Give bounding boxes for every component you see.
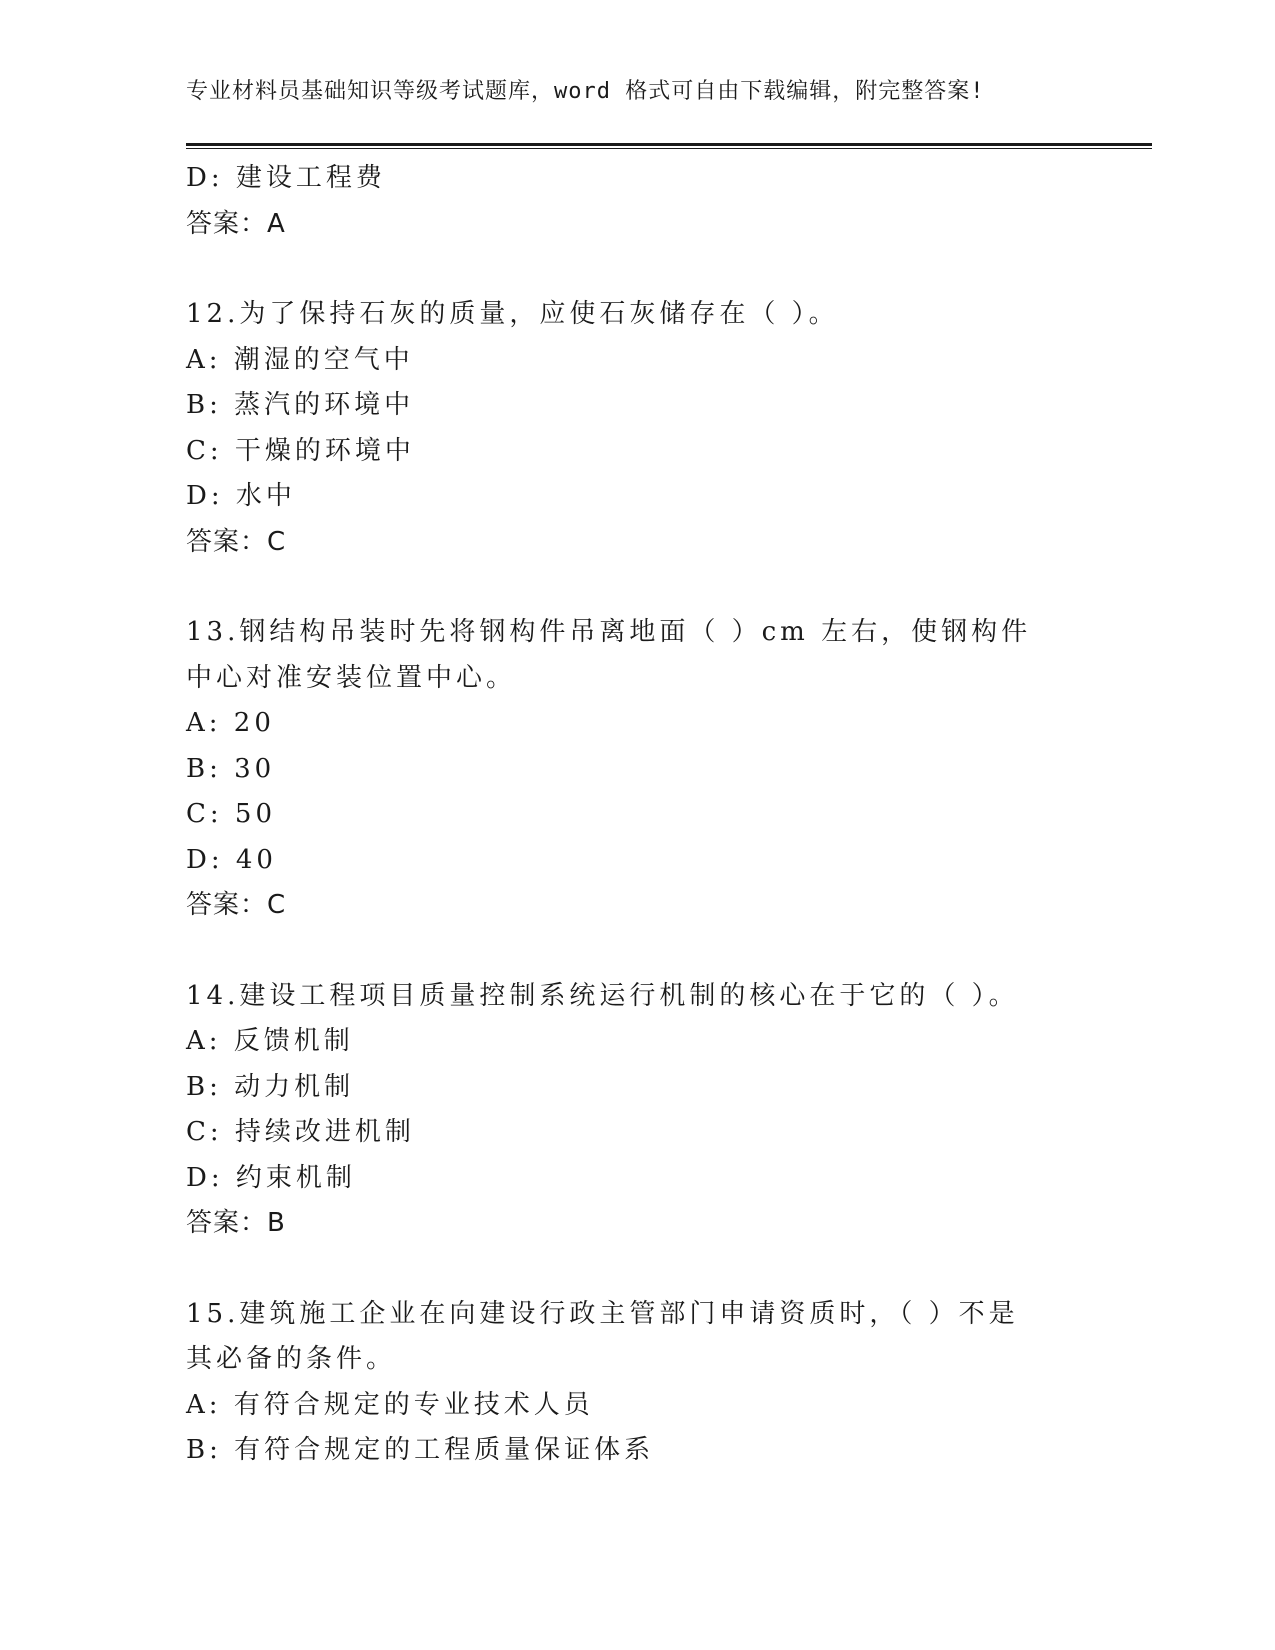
question-14 [186,974,1086,1247]
option-a: A: 20 [186,708,275,738]
question-text: 13.钢结构吊装时先将钢构件吊离地面（ ）cm 左右，使钢构件中心对准安装位置中心。 [186,617,1032,693]
question-text: 15.建筑施工企业在向建设行政主管部门申请资质时，（ ）不是其必备的条件。 [186,1298,1019,1374]
question-text: 12.为了保持石灰的质量，应使石灰储存在（ ）。 [186,299,839,329]
page-header: 专业材料员基础知识等级考试题库，word 格式可自由下载编辑，附完整答案! [186,79,985,104]
option-d: D: 水中 [186,481,296,511]
option-d: D: 约束机制 [186,1162,356,1193]
question-list [186,156,1086,1474]
question-text: 14.建设工程项目质量控制系统运行机制的核心在于它的（ ）。 [186,980,1019,1011]
question-15 [186,1292,1086,1474]
header-rule-thick [186,143,1152,146]
option-a: A: 潮湿的空气中 [186,344,414,375]
option-c: C: 持续改进机制 [186,1117,415,1147]
answer: 答案：B [186,1208,286,1238]
option-b: B: 30 [186,753,276,784]
answer: 答案：C [186,526,287,557]
option-b: B: 蒸汽的环境中 [186,390,415,420]
question-12 [186,292,1086,565]
option-a: A: 有符合规定的专业技术人员 [186,1389,594,1420]
option-d: D: 40 [186,844,277,875]
prev-option-d: D: 建设工程费 [186,163,386,193]
question-13 [186,610,1086,929]
option-a: A: 反馈机制 [186,1026,354,1056]
header-rule-thin [186,148,1152,149]
option-c: C: 干燥的环境中 [186,435,415,466]
option-b: B: 有符合规定的工程质量保证体系 [186,1435,655,1465]
option-b: B: 动力机制 [186,1071,355,1102]
answer: 答案：C [186,890,287,920]
prev-answer: 答案：A [186,208,286,239]
option-c: C: 50 [186,799,277,829]
